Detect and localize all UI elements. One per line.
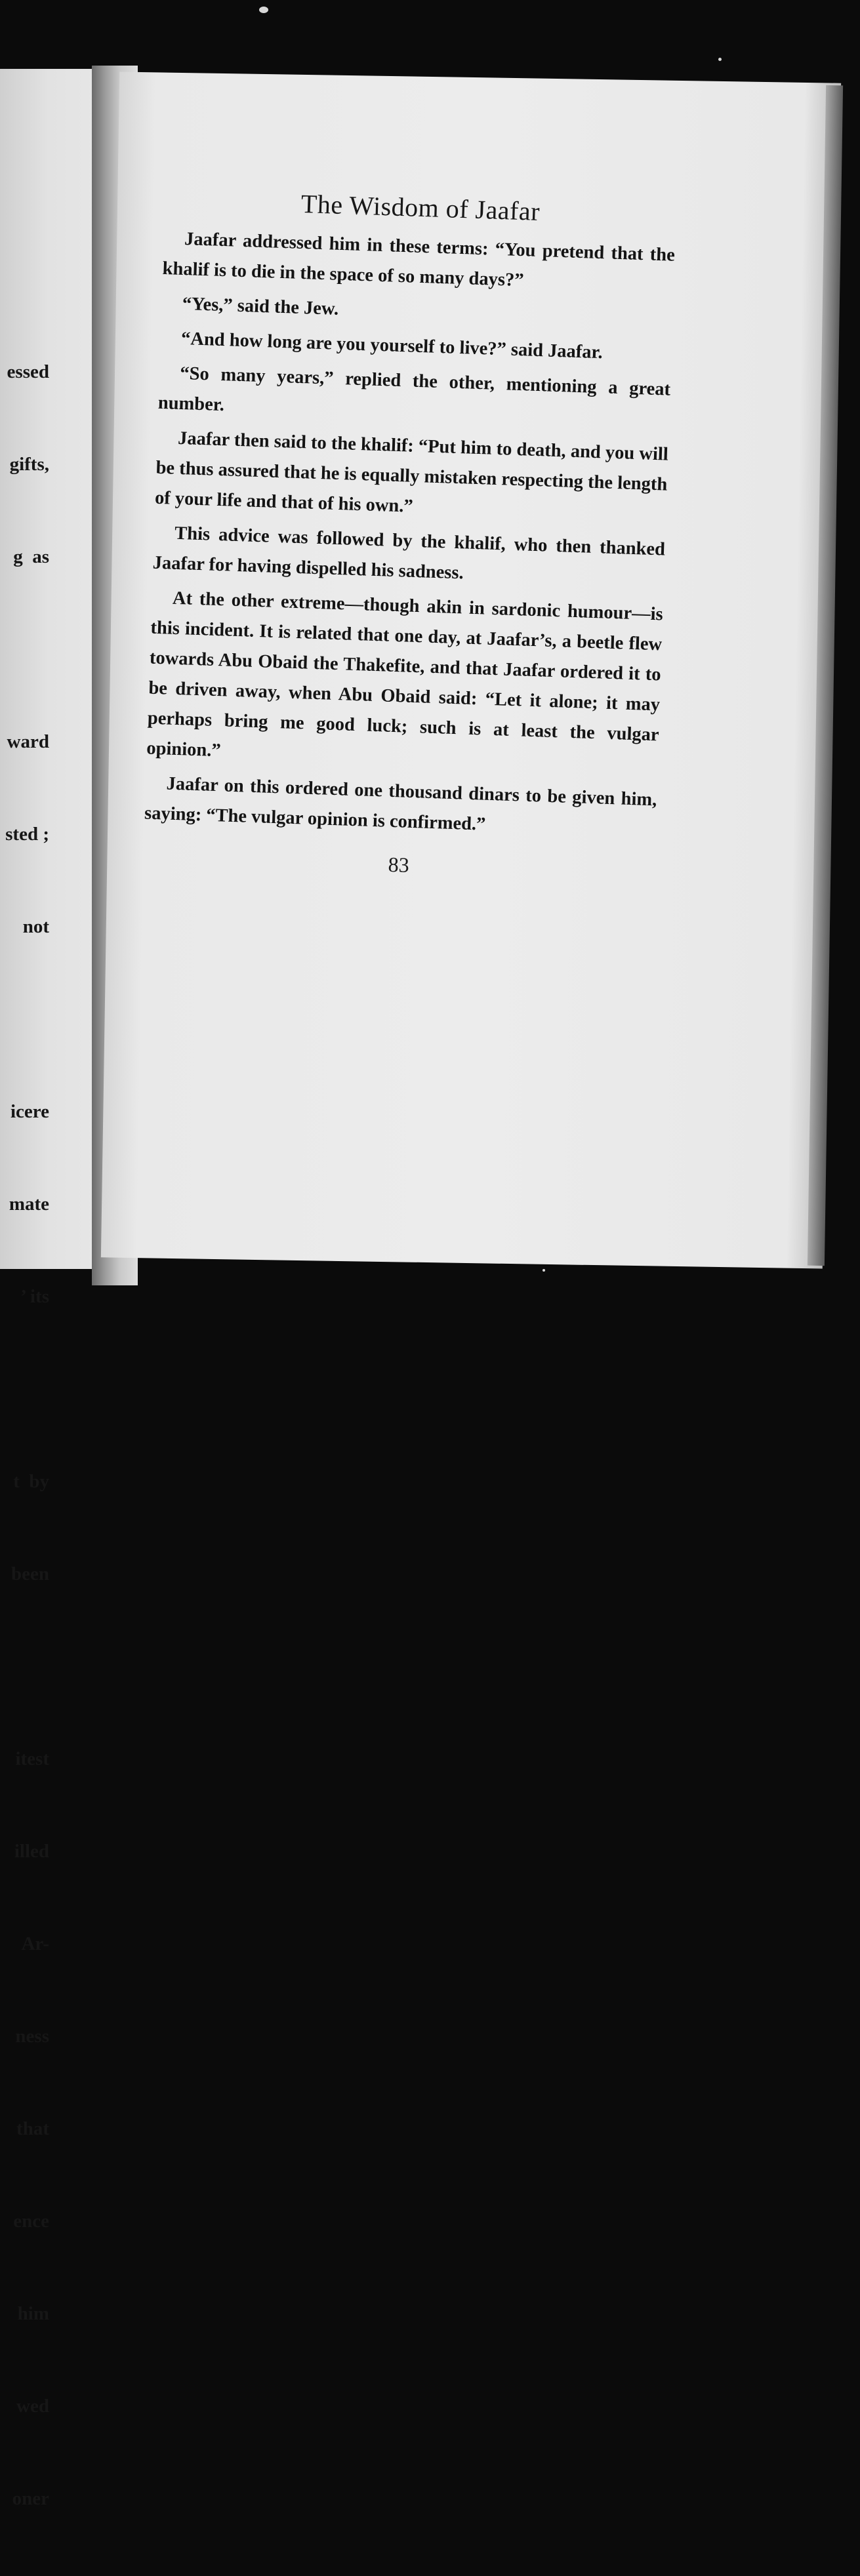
- facing-line: ’ its: [20, 1286, 49, 1307]
- dust-speck: [543, 1269, 545, 1272]
- facing-line: itest: [15, 1748, 49, 1769]
- facing-line: [0, 634, 49, 665]
- body-paragraph: Jaafar then said to the khalif: “Put him to death, and you will be thus assured that he is equally mistaken respecting the length of your life and that of his own.”: [154, 428, 669, 517]
- body-paragraph: Jaafar on this ordered one thousand dinars to be given him, saying: “The vulgar opinion is confirmed.”: [144, 773, 657, 835]
- facing-line: sted ;: [5, 824, 49, 845]
- facing-line: [0, 1374, 49, 1405]
- facing-line: oner: [12, 2488, 49, 2509]
- facing-line: icere: [10, 1101, 49, 1122]
- body-paragraph: “And how long are you yourself to live?” said Jaafar.: [180, 328, 604, 363]
- facing-line: ward: [7, 731, 49, 752]
- facing-line: that: [16, 2118, 49, 2139]
- body-paragraph: At the other extreme—though akin in sardonic humour—is this incident. It is related that one day, at Jaafar’s, a beetle flew towards Abu Obaid the Thakefite, and that Jaafar ordered it to be driven away, when Abu Obaid said: “Let it alone; it may perhaps bring me good luck; such is at least the vulgar opinion.”: [146, 588, 664, 761]
- facing-line: mate: [9, 1194, 49, 1215]
- facing-line: wed: [16, 2396, 49, 2417]
- body-paragraph: “Yes,” said the Jew.: [182, 293, 339, 319]
- facing-line: gifts,: [9, 454, 49, 475]
- dust-speck: [259, 7, 268, 13]
- facing-line: illed: [14, 1841, 49, 1862]
- facing-line: Ar-: [21, 1933, 49, 1954]
- facing-line: t by: [13, 1471, 49, 1492]
- body-paragraph: “So many years,” replied the other, mentioning a great number.: [157, 363, 671, 416]
- facing-line: ness: [15, 2026, 49, 2047]
- facing-line: g as: [13, 546, 49, 567]
- dust-speck: [718, 58, 722, 61]
- facing-page-text-fragments: [0, 295, 49, 2576]
- facing-line: not: [22, 916, 49, 937]
- page-number: 83: [388, 852, 410, 877]
- facing-line: [0, 1004, 49, 1035]
- facing-line: essed: [7, 361, 49, 382]
- body-paragraph: Jaafar addressed him in these terms: “You pretend that the khalif is to die in the space of so many days?”: [162, 229, 676, 291]
- facing-line: been: [11, 1563, 49, 1584]
- body-paragraph: This advice was followed by the khalif, who then thanked Jaafar for having dispelled his sadness.: [152, 523, 666, 584]
- page-content: [142, 184, 676, 885]
- facing-line: ence: [13, 2211, 49, 2232]
- facing-line: [0, 1651, 49, 1682]
- running-head: The Wisdom of Jaafar: [300, 188, 541, 226]
- facing-line: him: [17, 2303, 49, 2324]
